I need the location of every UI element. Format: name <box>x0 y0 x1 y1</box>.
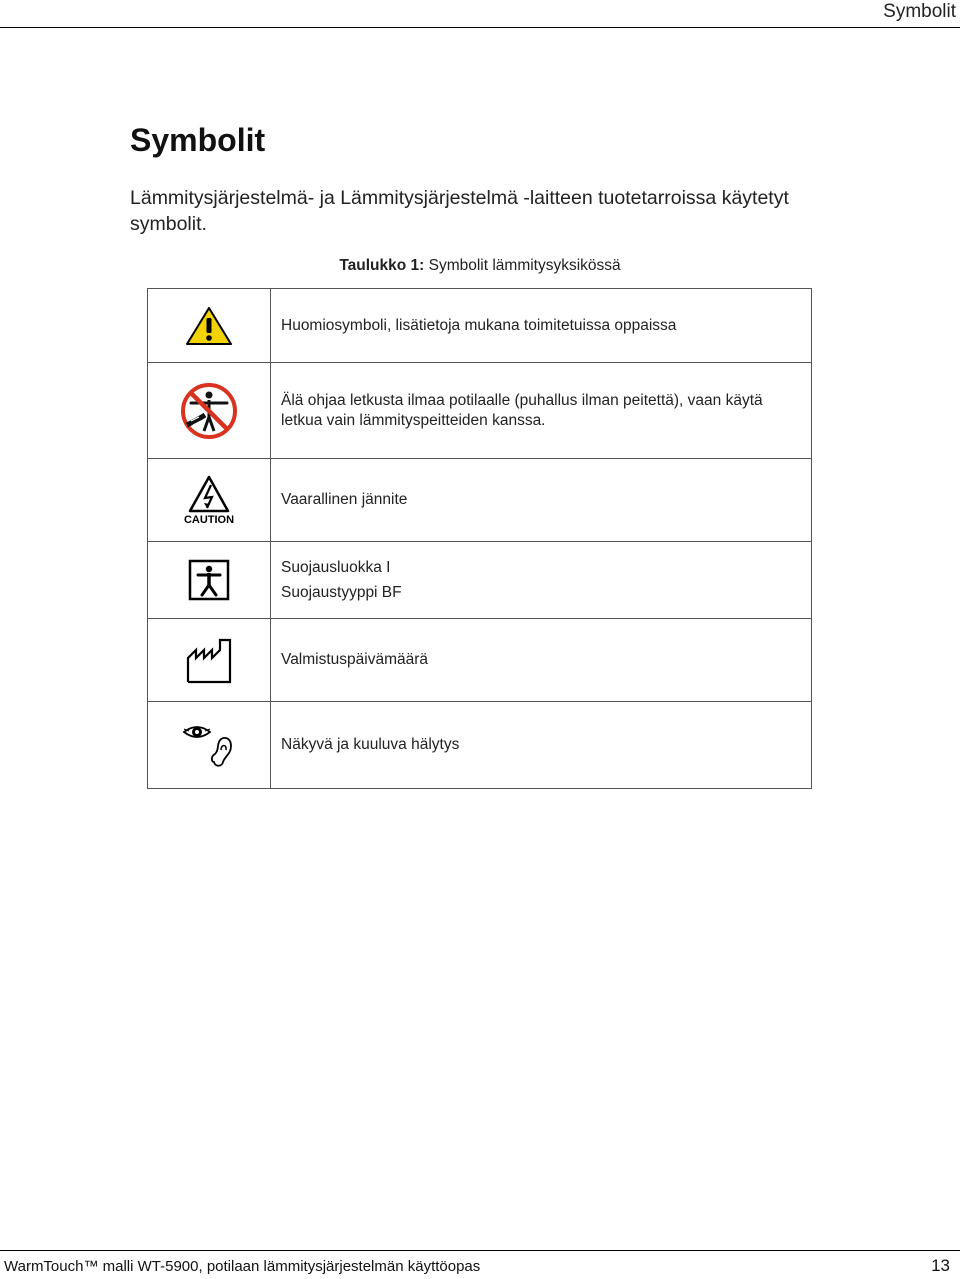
page-number: 13 <box>931 1256 950 1275</box>
row-text <box>271 542 812 619</box>
type-bf-applied-part-icon <box>188 559 230 601</box>
intro-paragraph: Lämmitysjärjestelmä- ja Lämmitysjärjestelmä -laitteen tuotetarroissa käytetyt symbolit. <box>130 187 789 235</box>
high-voltage-caution-icon <box>184 475 234 525</box>
row-text <box>271 619 812 702</box>
icon-cell <box>148 363 271 459</box>
header-rule <box>0 27 960 28</box>
row-line: Vaarallinen jännite <box>281 491 408 508</box>
manufacture-date-icon <box>184 636 234 684</box>
row-text <box>271 363 812 459</box>
eye-ear-alarm-icon <box>181 720 237 770</box>
row-line: Suojausluokka I <box>281 558 391 576</box>
table-row <box>148 702 812 789</box>
footer-rule <box>0 1250 960 1251</box>
icon-cell <box>148 542 271 619</box>
row-text <box>271 289 812 363</box>
table-caption <box>130 257 830 275</box>
row-line: Huomiosymboli, lisätietoja mukana toimitetuissa oppaissa <box>281 316 677 334</box>
table-row <box>148 542 812 619</box>
row-line: Suojaustyyppi BF <box>281 583 402 601</box>
table-row <box>148 363 812 459</box>
page-title: Symbolit <box>130 122 266 158</box>
caution-label: CAUTION <box>184 514 234 525</box>
icon-cell <box>148 289 271 363</box>
row-line: Näkyvä ja kuuluva hälytys <box>281 736 460 753</box>
footer-document-title: WarmTouch™ malli WT-5900, potilaan lämmitysjärjestelmän käyttöopas <box>4 1258 481 1275</box>
symbols-table <box>147 288 812 789</box>
running-header: Symbolit <box>883 1 956 22</box>
row-line: Älä ohjaa letkusta ilmaa potilaalle (puhallus ilman peitettä), vaan käytä letkua vain lämmityspeitteiden kanssa. <box>281 391 763 429</box>
no-free-hosing-icon <box>179 381 239 441</box>
table-row <box>148 289 812 363</box>
row-text <box>271 459 812 542</box>
table-row <box>148 619 812 702</box>
icon-cell <box>148 459 271 542</box>
table-row <box>148 459 812 542</box>
caption-text: Symbolit lämmitysyksikössä <box>428 257 621 274</box>
caption-label: Taulukko 1: <box>339 257 425 274</box>
row-text <box>271 702 812 789</box>
icon-cell <box>148 702 271 789</box>
row-line: Valmistuspäivämäärä <box>281 651 429 668</box>
icon-cell <box>148 619 271 702</box>
warning-triangle-icon <box>185 306 233 346</box>
